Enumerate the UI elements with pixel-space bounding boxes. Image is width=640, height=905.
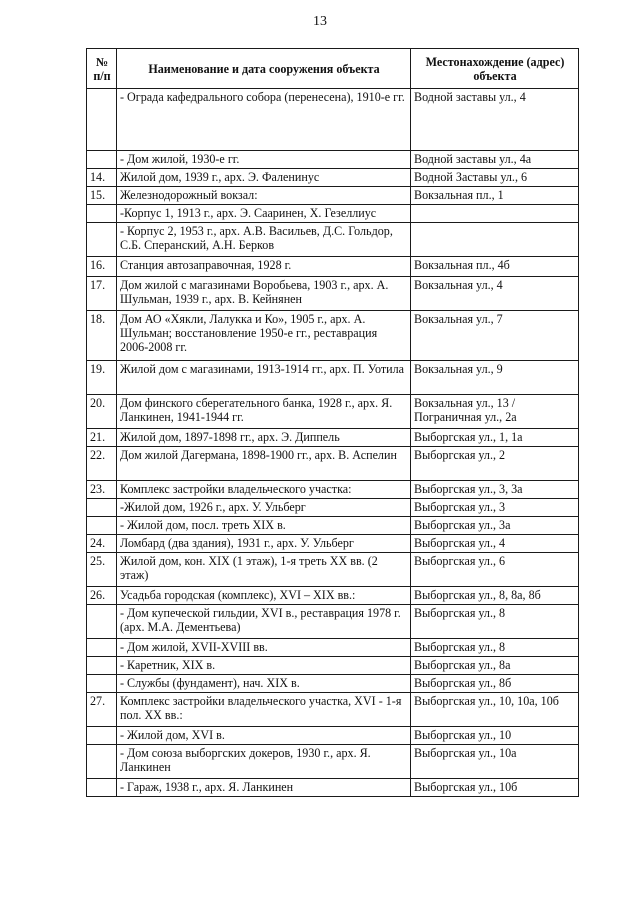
row-name: -Жилой дом, 1926 г., арх. У. Ульберг [117, 499, 411, 517]
header-number: № п/п [87, 49, 117, 89]
row-number: 27. [87, 693, 117, 727]
header-row [87, 49, 579, 89]
row-address: Водной заставы ул., 4 [411, 89, 579, 151]
table-row [87, 257, 579, 277]
row-name: Станция автозаправочная, 1928 г. [117, 257, 411, 277]
table-row [87, 151, 579, 169]
row-address: Выборгская ул., 6 [411, 553, 579, 587]
row-number [87, 89, 117, 151]
row-number: 14. [87, 169, 117, 187]
table-row [87, 187, 579, 205]
row-address: Выборгская ул., 8б [411, 675, 579, 693]
row-address: Выборгская ул., 3 [411, 499, 579, 517]
table-row [87, 277, 579, 311]
row-number [87, 639, 117, 657]
row-name: - Жилой дом, XVI в. [117, 727, 411, 745]
table-row [87, 605, 579, 639]
row-name: Дом жилой Дагермана, 1898-1900 гг., арх. В. Аспелин [117, 447, 411, 481]
row-address: Выборгская ул., 8 [411, 605, 579, 639]
row-name: Жилой дом, 1939 г., арх. Э. Фаленинус [117, 169, 411, 187]
table-header [87, 49, 579, 89]
row-number: 23. [87, 481, 117, 499]
row-number [87, 205, 117, 223]
row-address: Выборгская ул., 10а [411, 745, 579, 779]
table-row [87, 89, 579, 151]
row-number: 18. [87, 311, 117, 361]
row-name: Железнодорожный вокзал: [117, 187, 411, 205]
row-name: - Дом жилой, 1930-е гг. [117, 151, 411, 169]
row-number: 15. [87, 187, 117, 205]
row-number [87, 779, 117, 797]
row-number [87, 151, 117, 169]
row-address: Выборгская ул., 3, 3а [411, 481, 579, 499]
row-address: Водной Заставы ул., 6 [411, 169, 579, 187]
row-name: -Корпус 1, 1913 г., арх. Э. Сааринен, Х. Гезеллиус [117, 205, 411, 223]
row-name: Дом финского сберегательного банка, 1928 г., арх. Я. Ланкинен, 1941-1944 гг. [117, 395, 411, 429]
table-row [87, 553, 579, 587]
table-row [87, 361, 579, 395]
row-number: 20. [87, 395, 117, 429]
row-number: 26. [87, 587, 117, 605]
row-address: Выборгская ул., 10, 10а, 10б [411, 693, 579, 727]
row-name: - Ограда кафедрального собора (перенесена), 1910-е гг. [117, 89, 411, 151]
table-row [87, 535, 579, 553]
table-row [87, 657, 579, 675]
row-address [411, 205, 579, 223]
row-number [87, 657, 117, 675]
row-number [87, 605, 117, 639]
table-body [87, 89, 579, 797]
row-number: 17. [87, 277, 117, 311]
table-row [87, 169, 579, 187]
header-name: Наименование и дата сооружения объекта [117, 49, 411, 89]
row-name: - Дом купеческой гильдии, XVI в., реставрация 1978 г. (арх. М.А. Дементьева) [117, 605, 411, 639]
row-number: 16. [87, 257, 117, 277]
row-address: Вокзальная ул., 4 [411, 277, 579, 311]
table-row [87, 395, 579, 429]
row-number [87, 745, 117, 779]
row-name: Жилой дом, кон. XIX (1 этаж), 1-я треть XX вв. (2 этаж) [117, 553, 411, 587]
table-row [87, 639, 579, 657]
table-row [87, 745, 579, 779]
row-address: Водной заставы ул., 4а [411, 151, 579, 169]
row-address: Выборгская ул., 1, 1а [411, 429, 579, 447]
row-address: Вокзальная ул., 13 / Пограничная ул., 2а [411, 395, 579, 429]
row-name: Комплекс застройки владельческого участка: [117, 481, 411, 499]
row-address: Выборгская ул., 10 [411, 727, 579, 745]
row-number: 25. [87, 553, 117, 587]
row-name: - Корпус 2, 1953 г., арх. А.В. Васильев, Д.С. Гольдор, С.Б. Сперанский, А.Н. Берков [117, 223, 411, 257]
row-name: Усадьба городская (комплекс), XVI – XIX вв.: [117, 587, 411, 605]
table-row [87, 311, 579, 361]
row-name: - Службы (фундамент), нач. XIX в. [117, 675, 411, 693]
table-row [87, 205, 579, 223]
row-name: Ломбард (два здания), 1931 г., арх. У. Ульберг [117, 535, 411, 553]
row-address: Выборгская ул., 2 [411, 447, 579, 481]
row-address: Вокзальная ул., 7 [411, 311, 579, 361]
row-address: Вокзальная ул., 9 [411, 361, 579, 395]
table-row [87, 675, 579, 693]
row-name: Жилой дом с магазинами, 1913-1914 гг., арх. П. Уотила [117, 361, 411, 395]
row-name: - Дом жилой, XVII-XVIII вв. [117, 639, 411, 657]
row-name: - Жилой дом, посл. треть XIX в. [117, 517, 411, 535]
row-number: 19. [87, 361, 117, 395]
row-name: Комплекс застройки владельческого участка, XVI - 1-я пол. XX вв.: [117, 693, 411, 727]
table-row [87, 693, 579, 727]
table-row [87, 499, 579, 517]
row-number [87, 223, 117, 257]
row-name: Жилой дом, 1897-1898 гг., арх. Э. Диппель [117, 429, 411, 447]
row-number: 24. [87, 535, 117, 553]
table-row [87, 779, 579, 797]
table-row [87, 429, 579, 447]
row-address: Выборгская ул., 8, 8а, 8б [411, 587, 579, 605]
table-row [87, 727, 579, 745]
table-row [87, 447, 579, 481]
monuments-table [86, 48, 579, 797]
row-address: Вокзальная пл., 4б [411, 257, 579, 277]
row-number: 21. [87, 429, 117, 447]
table-row [87, 587, 579, 605]
row-name: - Гараж, 1938 г., арх. Я. Ланкинен [117, 779, 411, 797]
row-address: Выборгская ул., 8 [411, 639, 579, 657]
row-name: - Дом союза выборгских докеров, 1930 г., арх. Я. Ланкинен [117, 745, 411, 779]
row-address: Выборгская ул., 4 [411, 535, 579, 553]
row-number [87, 675, 117, 693]
row-address: Выборгская ул., 8а [411, 657, 579, 675]
table-row [87, 481, 579, 499]
row-number [87, 499, 117, 517]
row-name: - Каретник, XIX в. [117, 657, 411, 675]
row-address: Выборгская ул., 3а [411, 517, 579, 535]
row-name: Дом АО «Хякли, Лалукка и Ко», 1905 г., арх. А. Шульман; восстановление 1950-е гг., реставрация 2006-2008 гг. [117, 311, 411, 361]
row-number [87, 727, 117, 745]
row-address: Выборгская ул., 10б [411, 779, 579, 797]
row-address [411, 223, 579, 257]
row-number [87, 517, 117, 535]
table-row [87, 517, 579, 535]
row-number: 22. [87, 447, 117, 481]
table-row [87, 223, 579, 257]
row-address: Вокзальная пл., 1 [411, 187, 579, 205]
row-name: Дом жилой с магазинами Воробьева, 1903 г., арх. А. Шульман, 1939 г., арх. В. Кейнянен [117, 277, 411, 311]
page-number: 13 [313, 14, 327, 29]
header-address: Местонахождение (адрес) объекта [411, 49, 579, 89]
